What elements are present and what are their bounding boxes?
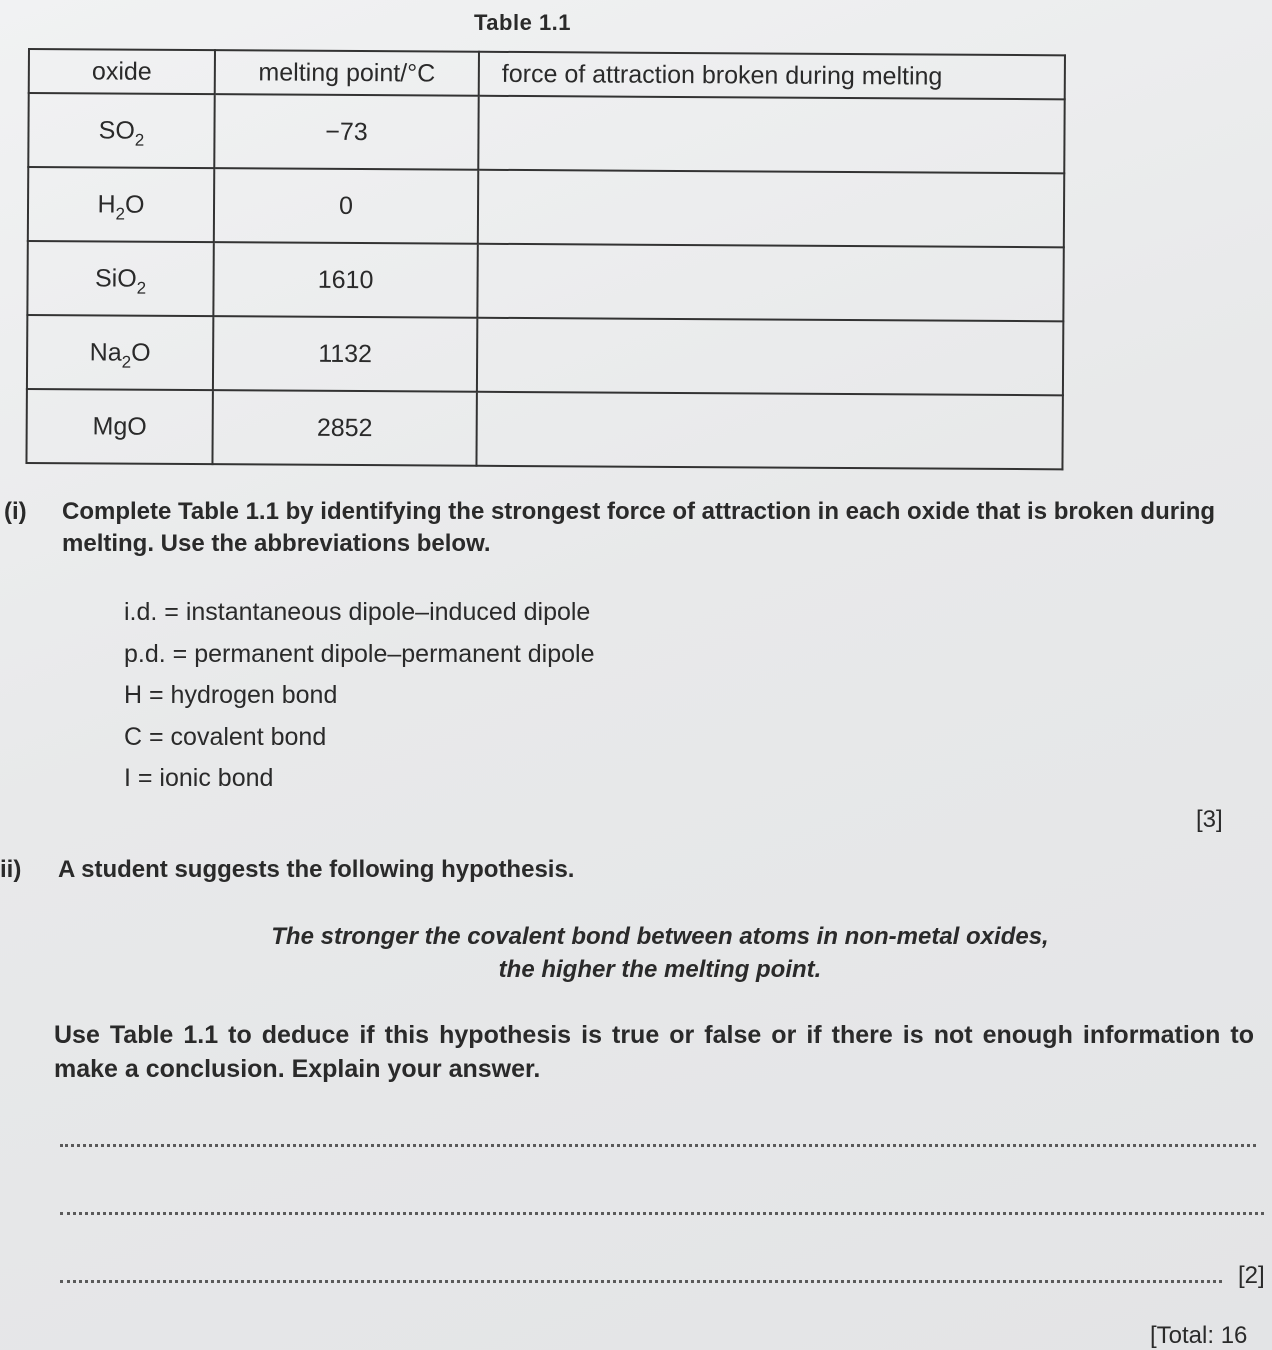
force-answer-cell[interactable] [477, 244, 1063, 322]
table-row [27, 241, 1063, 321]
oxide-formula: $H_2O$ [28, 167, 214, 242]
force-answer-cell[interactable] [477, 318, 1063, 396]
table-row [28, 167, 1064, 247]
question-i [4, 496, 1224, 560]
table-header-row [29, 49, 1065, 99]
table-title: Table 1.1 [474, 10, 572, 35]
hypothesis-line: the higher the melting point. [498, 956, 822, 983]
hypothesis [200, 920, 1120, 986]
abbreviation-item: C = covalent bond [124, 722, 327, 751]
abbreviation-item: p.d. = permanent dipole–permanent dipole [124, 639, 595, 668]
force-answer-cell[interactable] [478, 170, 1064, 248]
abbreviation-list [124, 592, 594, 800]
abbreviation-item: I = ionic bond [124, 764, 274, 792]
answer-line[interactable] [60, 1280, 1222, 1283]
header-force: force of attraction broken during melting [479, 52, 1065, 100]
abbreviation-item: H = hydrogen bond [124, 681, 338, 709]
oxide-formula: $SO_2$ [28, 93, 214, 168]
melting-point-cell: 1610 [213, 242, 477, 318]
melting-point-cell: 0 [214, 168, 478, 244]
melting-point-cell: 1132 [213, 316, 477, 392]
header-melting-point: melting point/°C [215, 50, 479, 96]
question-i-number: (i) [4, 498, 27, 525]
answer-line[interactable] [60, 1144, 1256, 1147]
oxide-table [25, 48, 1066, 470]
force-answer-cell[interactable] [476, 392, 1062, 470]
question-ii-number: ii) [0, 856, 22, 883]
oxide-formula: MgO [26, 389, 212, 464]
total-marks: [Total: 16 [1150, 1322, 1248, 1349]
hypothesis-line: The stronger the covalent bond between atoms in non-metal oxides, [271, 923, 1049, 950]
oxide-formula: $Na_2O$ [27, 315, 213, 390]
header-oxide: oxide [29, 49, 215, 94]
melting-point-cell: 2852 [212, 390, 476, 466]
melting-point-cell: −73 [214, 94, 478, 170]
abbreviation-item: i.d. = instantaneous dipole–induced dipole [124, 598, 591, 626]
table-row [28, 93, 1064, 173]
force-answer-cell[interactable] [478, 96, 1064, 174]
question-ii-text: A student suggests the following hypothesis. [58, 856, 575, 883]
oxide-formula: SiO$_2$ [27, 241, 213, 316]
table-row [26, 389, 1062, 469]
marks-question-i: [3] [1196, 806, 1223, 833]
marks-question-ii: [2] [1238, 1262, 1265, 1289]
table-row [27, 315, 1063, 395]
question-ii-instruction: Use Table 1.1 to deduce if this hypothesis is true or false or if there is not enough information to make a conclusion. Explain your answer. [54, 1021, 1254, 1083]
answer-line[interactable] [60, 1212, 1264, 1215]
question-i-text: Complete Table 1.1 by identifying the strongest force of attraction in each oxide that is broken during melting. Use the abbreviations below. [62, 498, 1216, 557]
